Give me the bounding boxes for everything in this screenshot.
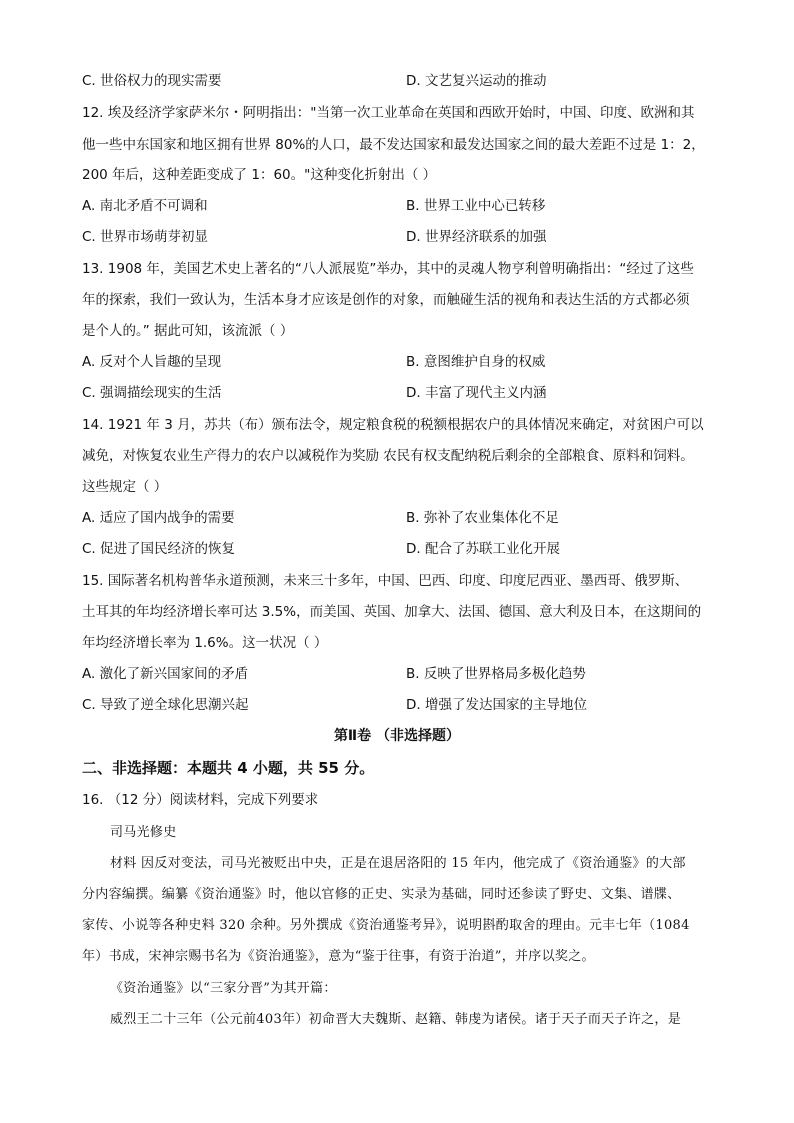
q14-option-d: D. 配合了苏联工业化开展	[406, 541, 560, 557]
section-title: 第Ⅱ卷 （非选择题）	[333, 728, 461, 744]
q12-option-c: C. 世界市场萌芽初显	[82, 229, 209, 245]
q13-stem-line-1: 13. 1908 年，美国艺术史上著名的“八人派展览”举办，其中的灵魂人物亨利曾明确指出：“经过了这些	[82, 261, 694, 277]
part-heading: 二、非选择题：本题共 4 小题，共 55 分。	[82, 759, 375, 777]
q13-option-c: C. 强调描绘现实的生活	[82, 385, 222, 401]
q11-option-c: C. 世俗权力的现实需要	[82, 73, 222, 89]
q14-stem-line-2: 减免，对恢复农业生产得力的农户以减税作为奖励 农民有权支配纳税后剩余的全部粮食、原料和饲料。	[82, 448, 694, 464]
q12-option-b: B. 世界工业中心已转移	[406, 198, 546, 214]
material-line-6: 威烈王二十三年（公元前403年）初命晋大夫魏斯、赵籍、韩虔为诸侯。诸于天子而天子许之，是	[110, 1012, 682, 1027]
q12-option-a: A. 南北矛盾不可调和	[82, 198, 208, 214]
material-line-1: 材料 因反对变法，司马光被贬出中央，正是在退居洛阳的 15 年内，他完成了《资治通鉴》的大部	[110, 856, 686, 871]
q14-option-c: C. 促进了国民经济的恢复	[82, 541, 236, 557]
material-line-4: 年）书成，宋神宗赐书名为《资治通鉴》，意为“鉴于往事，有资于治道”，并序以奖之。	[82, 949, 595, 964]
q13-option-b: B. 意图维护自身的权威	[406, 354, 546, 370]
q12-stem-line-3: 200 年后，这种差距变成了 1：60。"这种变化折射出（ ）	[82, 167, 437, 183]
q15-stem-line-1: 15. 国际著名机构普华永道预测，未来三十多年，中国、巴西、印度、印度尼西亚、墨西哥、俄罗斯、	[82, 573, 689, 589]
q11-option-d: D. 文艺复兴运动的推动	[406, 73, 547, 89]
q13-option-a: A. 反对个人旨趣的呈现	[82, 354, 222, 370]
q15-option-c: C. 导致了逆全球化思潮兴起	[82, 697, 249, 713]
q15-option-b: B. 反映了世界格局多极化趋势	[406, 666, 586, 682]
q14-stem-line-3: 这些规定（ ）	[82, 479, 168, 495]
q16-intro: 16. （12 分）阅读材料，完成下列要求	[82, 792, 319, 808]
material-line-2: 分内容编撰。编纂《资治通鉴》时，他以官修的正史、实录为基础，同时还参读了野史、文集、谱牒、	[82, 887, 681, 902]
q13-stem-line-2: 年的探索，我们一致认为，生活本身才应该是创作的对象，而触碰生活的视角和表达生活的方式都必须	[82, 292, 690, 308]
q13-stem-line-3: 是个人的。” 据此可知，该流派（ ）	[82, 323, 294, 339]
q14-option-a: A. 适应了国内战争的需要	[82, 510, 235, 526]
q12-option-d: D. 世界经济联系的加强	[406, 229, 547, 245]
q15-stem-line-2: 土耳其的年均经济增长率可达 3.5%，而美国、英国、加拿大、法国、德国、意大利及日本，在这期间的	[82, 604, 702, 620]
q12-stem-line-1: 12. 埃及经济学家萨米尔・阿明指出："当第一次工业革命在英国和西欧开始时，中国、印度、欧洲和其	[82, 105, 695, 121]
q15-option-a: A. 激化了新兴国家间的矛盾	[82, 666, 249, 682]
material-title: 司马光修史	[110, 825, 177, 840]
material-line-3: 家传、小说等各种史料 320 余种。另外撰成《资治通鉴考异》，说明斟酌取舍的理由。元丰七年（1084	[82, 918, 690, 933]
q15-option-d: D. 增强了发达国家的主导地位	[406, 697, 587, 713]
q14-stem-line-1: 14. 1921 年 3 月，苏共（布）颁布法令，规定粮食税的税额根据农户的具体情况来确定，对贫困户可以	[82, 417, 704, 433]
q15-stem-line-3: 年均经济增长率为 1.6%。这一状况（ ）	[82, 635, 328, 651]
q13-option-d: D. 丰富了现代主义内涵	[406, 385, 547, 401]
q14-option-b: B. 弥补了农业集体化不足	[406, 510, 559, 526]
material-line-5: 《资治通鉴》以“三家分晋”为其开篇：	[110, 981, 337, 996]
q12-stem-line-2: 他一些中东国家和地区拥有世界 80%的人口，最不发达国家和最发达国家之间的最大差距不过是 1：2，	[82, 137, 705, 153]
